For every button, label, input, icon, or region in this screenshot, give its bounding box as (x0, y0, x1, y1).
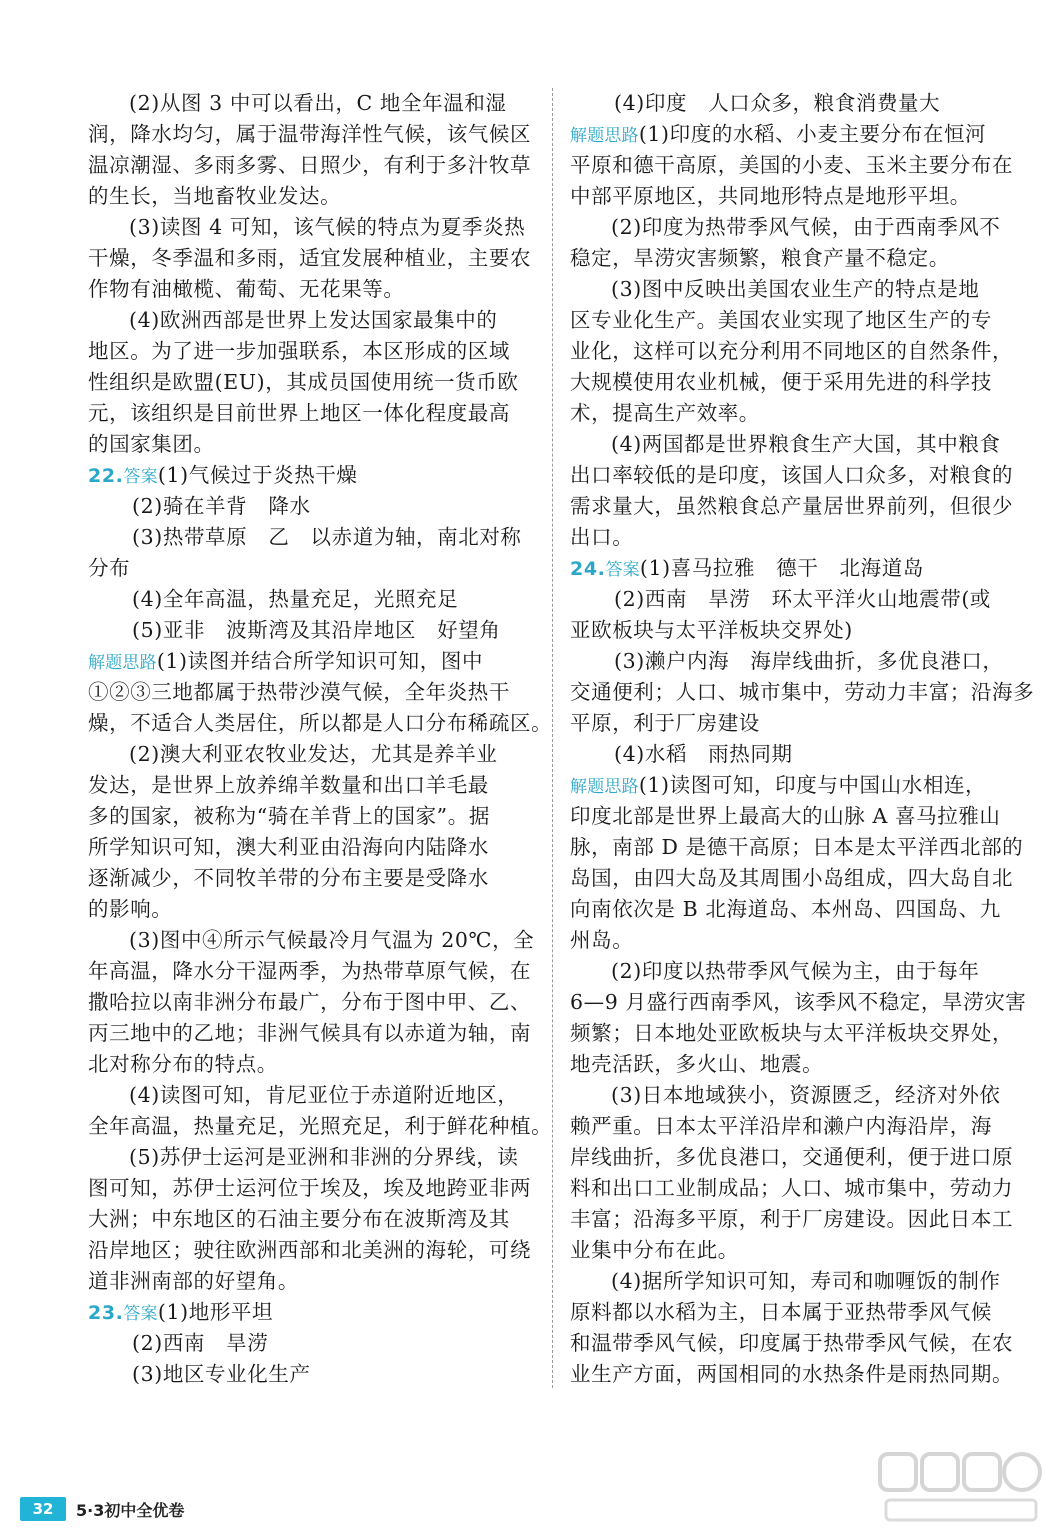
line-text: 的生长，当地畜牧业发达。 (88, 184, 342, 208)
line-text: 作物有油橄榄、葡萄、无花果等。 (88, 277, 405, 301)
solution-tag: 解题思路 (570, 777, 639, 797)
text-line (88, 336, 538, 367)
text-line (570, 181, 1020, 212)
line-text: 图可知，苏伊士运河位于埃及，埃及地跨亚非两 (88, 1176, 532, 1200)
text-line (570, 894, 1020, 925)
text-line (88, 1080, 538, 1111)
text-line (570, 615, 1020, 646)
text-line (88, 398, 538, 429)
text-line (570, 770, 1020, 801)
book-brand: 5·3初中全优卷 (76, 1500, 185, 1520)
text-line (570, 739, 1020, 770)
text-line (570, 119, 1020, 150)
line-text: 料和出口工业制成品；人口、城市集中，劳动力 (570, 1176, 1014, 1200)
text-line (570, 336, 1020, 367)
line-text: ①②③三地都属于热带沙漠气候，全年炎热干 (88, 680, 510, 704)
page-footer (20, 1496, 184, 1522)
text-line (570, 429, 1020, 460)
line-text: (1)喜马拉雅 德干 北海道岛 (639, 556, 924, 580)
text-line (570, 522, 1020, 553)
line-text: (4)印度 人口众多，粮食消费量大 (614, 91, 941, 115)
line-text: 区专业化生产。美国农业实现了地区生产的专 (570, 308, 992, 332)
text-line (88, 832, 538, 863)
line-text: (3)濑户内海 海岸线曲折，多优良港口， (614, 649, 1004, 673)
text-line (88, 987, 538, 1018)
text-line (88, 646, 538, 677)
text-line (88, 1204, 538, 1235)
text-line (570, 1328, 1020, 1359)
line-text: 年高温，降水分干湿两季，为热带草原气候，在 (88, 959, 532, 983)
text-line (88, 801, 538, 832)
left-column (88, 88, 553, 1390)
line-text: 向南依次是 B 北海道岛、本州岛、四国岛、九 (570, 897, 1001, 921)
line-text: (3)图中反映出美国农业生产的特点是地 (611, 277, 980, 301)
text-line (88, 212, 538, 243)
text-line (570, 305, 1020, 336)
line-text: 业生产方面，两国相同的水热条件是雨热同期。 (570, 1362, 1014, 1386)
line-text: 元，该组织是目前世界上地区一体化程度最高 (88, 401, 510, 425)
line-text: 平原和德干高原，美国的小麦、玉米主要分布在 (570, 153, 1014, 177)
text-line (570, 367, 1020, 398)
text-line (570, 801, 1020, 832)
text-line (88, 1328, 538, 1359)
text-line (570, 1204, 1020, 1235)
line-text: (1)地形平坦 (157, 1300, 274, 1324)
page-number: 32 (20, 1497, 66, 1521)
text-line (88, 1297, 538, 1328)
text-line (88, 956, 538, 987)
text-line (88, 274, 538, 305)
question-number: 23. (88, 1302, 124, 1324)
line-text: 业集中分布在此。 (570, 1238, 739, 1262)
line-text: (1)读图可知，印度与中国山水相连， (638, 773, 987, 797)
answer-tag: 答案 (123, 1304, 158, 1324)
line-text: (3)地区专业化生产 (132, 1362, 311, 1386)
text-line (570, 1018, 1020, 1049)
line-text: (3)热带草原 乙 以赤道为轴，南北对称 (132, 525, 522, 549)
text-line (88, 1142, 538, 1173)
text-line (570, 646, 1020, 677)
line-text: 润，降水均匀，属于温带海洋性气候，该气候区 (88, 122, 532, 146)
line-text: (3)图中④所示气候最冷月气温为 20℃，全 (129, 928, 535, 952)
line-text: 丙三地中的乙地；非洲气候具有以赤道为轴，南 (88, 1021, 532, 1045)
line-text: (4)全年高温，热量充足，光照充足 (132, 587, 459, 611)
text-line (88, 1235, 538, 1266)
text-line (570, 243, 1020, 274)
line-text: 岸线曲折，多优良港口，交通便利，便于进口原 (570, 1145, 1014, 1169)
text-line (570, 212, 1020, 243)
right-column (570, 88, 1035, 1390)
text-line (570, 863, 1020, 894)
line-text: 术，提高生产效率。 (570, 401, 760, 425)
line-text: 交通便利；人口、城市集中，劳动力丰富；沿海多 (570, 680, 1035, 704)
text-line (88, 181, 538, 212)
line-text: 业化，这样可以充分利用不同地区的自然条件， (570, 339, 1014, 363)
line-text: 平原，利于厂房建设 (570, 711, 760, 735)
text-line (570, 274, 1020, 305)
line-text: 撒哈拉以南非洲分布最广，分布于图中甲、乙、 (88, 990, 532, 1014)
text-line (88, 460, 538, 491)
line-text: (3)读图 4 可知，该气候的特点为夏季炎热 (129, 215, 526, 239)
line-text: 地壳活跃，多火山、地震。 (570, 1052, 824, 1076)
watermark-logo (876, 1448, 1046, 1528)
line-text: 全年高温，热量充足，光照充足，利于鲜花种植。 (88, 1114, 553, 1138)
text-line (88, 584, 538, 615)
text-line (570, 1235, 1020, 1266)
line-text: (5)亚非 波斯湾及其沿岸地区 好望角 (132, 618, 501, 642)
text-line (88, 553, 538, 584)
text-line (570, 1266, 1020, 1297)
line-text: 出口。 (570, 525, 634, 549)
line-text: (4)两国都是世界粮食生产大国，其中粮食 (611, 432, 1001, 456)
text-line (570, 491, 1020, 522)
text-line (570, 1173, 1020, 1204)
answer-tag: 答案 (123, 467, 158, 487)
text-line (570, 1297, 1020, 1328)
line-text: (4)读图可知，肯尼亚位于赤道附近地区， (129, 1083, 519, 1107)
text-line (570, 398, 1020, 429)
text-line (570, 832, 1024, 863)
line-text: (2)印度为热带季风气候，由于西南季风不 (611, 215, 1001, 239)
line-text: 道非洲南部的好望角。 (88, 1269, 299, 1293)
line-text: 岛国，由四大岛及其周围小岛组成，四大岛自北 (570, 866, 1014, 890)
line-text: (2)西南 旱涝 (132, 1331, 269, 1355)
text-line (88, 863, 538, 894)
text-line (88, 429, 538, 460)
text-line (88, 1018, 538, 1049)
text-line (570, 677, 1035, 708)
text-line (570, 1142, 1020, 1173)
line-text: 大规模使用农业机械，便于采用先进的科学技 (570, 370, 992, 394)
text-line (88, 925, 538, 956)
line-text: (1)气候过于炎热干燥 (157, 463, 358, 487)
line-text: 发达，是世界上放养绵羊数量和出口羊毛最 (88, 773, 489, 797)
text-line (570, 553, 1020, 584)
line-text: 赖严重。日本太平洋沿岸和濑户内海沿岸，海 (570, 1114, 992, 1138)
line-text: (2)西南 旱涝 环太平洋火山地震带(或 (614, 587, 992, 611)
line-text: 印度北部是世界上最高大的山脉 A 喜马拉雅山 (570, 804, 1001, 828)
text-line (88, 88, 538, 119)
text-line (88, 367, 538, 398)
question-number: 24. (570, 558, 606, 580)
line-text: 州岛。 (570, 928, 634, 952)
text-line (88, 243, 538, 274)
line-text: 性组织是欧盟(EU)，其成员国使用统一货币欧 (88, 370, 519, 394)
solution-tag: 解题思路 (88, 653, 157, 673)
line-text: 需求量大，虽然粮食总产量居世界前列，但很少 (570, 494, 1014, 518)
line-text: 地区。为了进一步加强联系，本区形成的区域 (88, 339, 510, 363)
line-text: 出口率较低的是印度，该国人口众多，对粮食的 (570, 463, 1014, 487)
line-text: 脉，南部 D 是德干高原；日本是太平洋西北部的 (570, 835, 1024, 859)
text-line (570, 708, 1020, 739)
line-text: (4)欧洲西部是世界上发达国家最集中的 (129, 308, 498, 332)
line-text: (2)骑在羊背 降水 (132, 494, 311, 518)
line-text: 沿岸地区；驶往欧洲西部和北美洲的海轮，可绕 (88, 1238, 532, 1262)
text-line (88, 491, 538, 522)
text-line (88, 739, 538, 770)
line-text: (2)澳大利亚农牧业发达，尤其是养羊业 (129, 742, 498, 766)
text-line (88, 1173, 538, 1204)
text-line (88, 1049, 538, 1080)
text-line (570, 584, 1020, 615)
text-line (88, 119, 538, 150)
column-divider (552, 88, 553, 1388)
text-line (570, 1080, 1020, 1111)
line-text: (4)据所学知识可知，寿司和咖喱饭的制作 (611, 1269, 1001, 1293)
line-text: (1)读图并结合所学知识可知，图中 (156, 649, 484, 673)
text-line (88, 770, 538, 801)
text-line (570, 88, 1020, 119)
text-line (570, 956, 1020, 987)
text-line (88, 894, 538, 925)
text-line (570, 150, 1020, 181)
line-text: (2)从图 3 中可以看出，C 地全年温和湿 (129, 91, 507, 115)
line-text: 北对称分布的特点。 (88, 1052, 278, 1076)
line-text: (2)印度以热带季风气候为主，由于每年 (611, 959, 980, 983)
line-text: (1)印度的水稻、小麦主要分布在恒河 (638, 122, 987, 146)
line-text: 大洲；中东地区的石油主要分布在波斯湾及其 (88, 1207, 510, 1231)
line-text: 中部平原地区，共同地形特点是地形平坦。 (570, 184, 971, 208)
solution-tag: 解题思路 (570, 126, 639, 146)
text-line (88, 522, 538, 553)
text-line (570, 460, 1020, 491)
text-line (88, 1266, 538, 1297)
line-text: 频繁；日本地处亚欧板块与太平洋板块交界处， (570, 1021, 1014, 1045)
line-text: 稳定，旱涝灾害频繁，粮食产量不稳定。 (570, 246, 950, 270)
text-line (88, 615, 538, 646)
text-line (88, 150, 538, 181)
text-line (88, 677, 538, 708)
line-text: 和温带季风气候，印度属于热带季风气候，在农 (570, 1331, 1014, 1355)
line-text: 多的国家，被称为“骑在羊背上的国家”。据 (88, 804, 490, 828)
line-text: 亚欧板块与太平洋板块交界处) (570, 618, 853, 642)
line-text: (3)日本地域狭小，资源匮乏，经济对外依 (611, 1083, 1001, 1107)
text-line (88, 708, 553, 739)
text-line (88, 305, 538, 336)
line-text: (5)苏伊士运河是亚洲和非洲的分界线，读 (129, 1145, 519, 1169)
line-text: 温凉潮湿、多雨多雾、日照少，有利于多汁牧草 (88, 153, 532, 177)
text-line (570, 1359, 1020, 1390)
line-text: 燥，不适合人类居住，所以都是人口分布稀疏区。 (88, 711, 553, 735)
line-text: 所学知识可知，澳大利亚由沿海向内陆降水 (88, 835, 489, 859)
line-text: 分布 (88, 556, 131, 580)
line-text: (4)水稻 雨热同期 (614, 742, 793, 766)
line-text: 的影响。 (88, 897, 173, 921)
line-text: 丰富；沿海多平原，利于厂房建设。因此日本工 (570, 1207, 1014, 1231)
text-line (570, 987, 1027, 1018)
text-line (88, 1359, 538, 1390)
line-text: 干燥，冬季温和多雨，适宜发展种植业，主要农 (88, 246, 532, 270)
answer-tag: 答案 (605, 560, 640, 580)
text-line (570, 925, 1020, 956)
line-text: 逐渐减少，不同牧羊带的分布主要是受降水 (88, 866, 489, 890)
text-line (570, 1111, 1020, 1142)
text-line (570, 1049, 1020, 1080)
line-text: 的国家集团。 (88, 432, 215, 456)
line-text: 6—9 月盛行西南季风，该季风不稳定，旱涝灾害 (570, 990, 1027, 1014)
line-text: 原料都以水稻为主，日本属于亚热带季风气候 (570, 1300, 992, 1324)
question-number: 22. (88, 465, 124, 487)
text-line (88, 1111, 553, 1142)
